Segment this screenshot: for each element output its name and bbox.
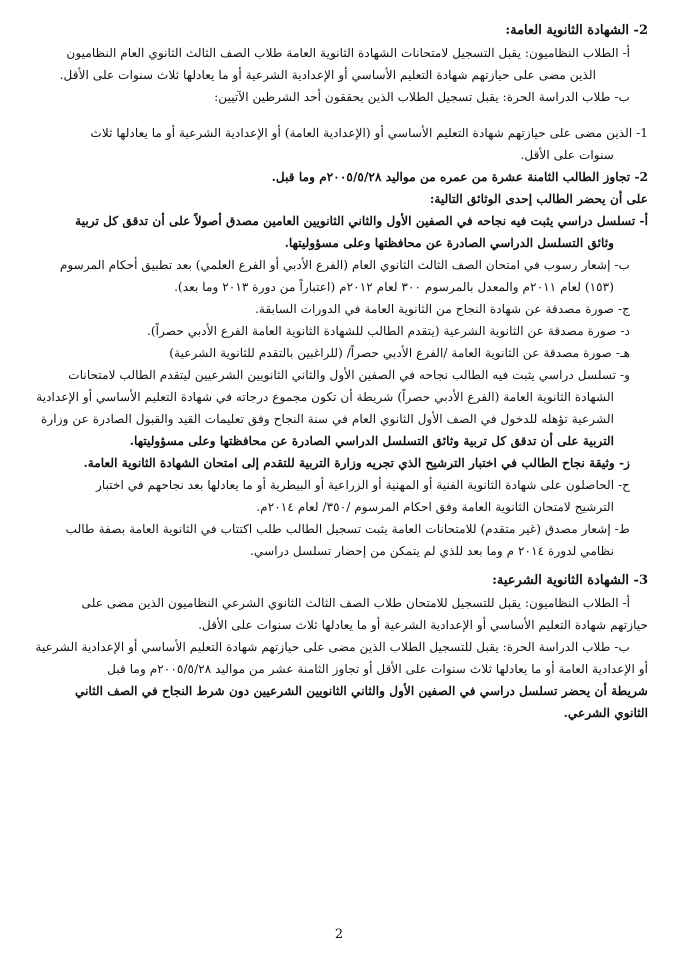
doc-h: هـ- صورة مصدقة عن الثانوية العامة /الفرع الأدبي حصراً/ (للراغبين بالتقدم للثانوية الشرعية)	[169, 346, 630, 360]
page-number: 2	[334, 927, 344, 942]
doc-h2-line-1: ح- الحاصلون على شهادة الثانوية الفنية أو المهنية أو الزراعية أو البيطرية أو ما يعادلها بعد نجاحهم في اختبار	[96, 478, 630, 492]
doc-t-line-2: نظامي لدورة ٢٠١٤ م وما بعد للذي لم يتمكن من إحضار تسلسل دراسي.	[250, 544, 614, 558]
doc-h2-line-2: الترشيح لامتحان الثانوية العامة وفق احكام المرسوم /٣٥٠/ لعام ٢٠١٤م.	[256, 500, 614, 514]
section-3-b-line-2: أو الإعدادية العامة أو ما يعادلها ثلاث سنوات على الأقل أو تجاوز الثامنة عشر من مواليد ٢٠٠٥/٥/٢٨م وما قبل	[107, 662, 648, 676]
section-3-b-line-3: شريطة أن يحضر تسلسل دراسي في الصفين الأول والثاني الثانويين الشرعيين دون شرط النجاح في الصف الثاني	[74, 684, 648, 698]
doc-z: ز- وثيقة نجاح الطالب في اختبار الترشيح الذي تجريه وزارة التربية للتقدم إلى امتحان الشهادة الثانوية العامة.	[83, 456, 630, 470]
condition-2: 2- تجاوز الطالب الثامنة عشرة من عمره من مواليد ٢٠٠٥/٥/٢٨م وما قبل.	[271, 170, 648, 184]
doc-c: ج- صورة مصدقة عن شهادة النجاح من الثانوية العامة في الدورات السابقة.	[255, 302, 630, 316]
doc-a-line-2: وثائق التسلسل الدراسي الصادرة عن محافظتها وعلى مسؤوليتها.	[284, 236, 614, 250]
doc-a-line-1: أ- تسلسل دراسي يثبت فيه نجاحه في الصفين الأول والثاني الثانويين العامين مصدق أصولاً على أن تدقق كل تربية	[75, 214, 648, 228]
section-2-heading: 2- الشهادة الثانوية العامة:	[505, 23, 648, 38]
section-3-a-line-2: حيازتهم شهادة التعليم الأساسي أو الإعدادية الشرعية أو ما يعادلها ثلاث سنوات على الأقل.	[198, 618, 648, 632]
doc-w-line-4: التربية على أن تدقق كل تربية وثائق التسلسل الدراسي الصادرة عن محافظتها وعلى مسؤوليتها.	[129, 434, 614, 448]
doc-w-line-1: و- تسلسل دراسي يثبت فيه الطالب نجاحه في الصفين الأول والثاني الثانويين الشرعيين ليتقدم الطالب لامتحانات	[68, 368, 630, 382]
condition-1-line-2: سنوات على الأقل.	[520, 148, 614, 162]
section-3-b-line-4: الثانوي الشرعي.	[563, 706, 648, 720]
documents-intro: على أن يحضر الطالب إحدى الوثائق التالية:	[429, 192, 648, 206]
section-3-heading: 3- الشهادة الثانوية الشرعية:	[492, 573, 648, 588]
section-3-b-line-1: ب- طلاب الدراسة الحرة: يقبل للتسجيل الطلاب الذين مضى على حيازتهم شهادة التعليم الأساسي أو الإعدادية الشرعية	[35, 640, 630, 654]
condition-1-line-1: 1- الذين مضى على حيازتهم شهادة التعليم الأساسي أو (الإعدادية العامة) أو الإعدادية الشرعية أو ما يعادلها ثلاث	[90, 126, 648, 140]
doc-b-line-1: ب- إشعار رسوب في امتحان الصف الثالث الثانوي العام (الفرع الأدبي أو الفرع العلمي) بعد تطبيق أحكام المرسوم	[59, 258, 630, 272]
section-2-a-line-2: الذين مضى على حيازتهم شهادة التعليم الأساسي أو الإعدادية الشرعية أو ما يعادلها ثلاث سنوات على الأقل.	[59, 68, 596, 82]
doc-b-line-2: (١٥٣) لعام ٢٠١١م والمعدل بالمرسوم ٣٠٠ لعام ٢٠١٢م (اعتباراً من دورة ٢٠١٣ وما بعد).	[174, 280, 614, 294]
doc-t-line-1: ط- إشعار مصدق (غير متقدم) للامتحانات العامة يثبت تسجيل الطالب طلب اكتتاب في الثانوية العامة بصفة طالب	[65, 522, 630, 536]
section-3-a-line-1: أ- الطلاب النظاميون: يقبل للتسجيل للامتحان طلاب الصف الثالث الثانوي الشرعي النظاميون الذين مضى على	[81, 596, 630, 610]
section-2-b-intro: ب- طلاب الدراسة الحرة: يقبل تسجيل الطلاب الذين يحققون أحد الشرطين الآتيين:	[214, 90, 630, 104]
doc-w-line-3: الشرعية تؤهله للدخول في الصف الأول الثانوي العام في سنة النجاح وفق تعليمات القيد والقبول الصادرة عن وزارة	[41, 412, 614, 426]
doc-w-line-2: الشهادة الثانوية العامة (الفرع الأدبي حصراً) شريطة أن تكون مجموع درجاته في شهادة التعليم الأساسي أو الإعدادية	[36, 390, 614, 404]
section-2-a-line-1: أ- الطلاب النظاميون: يقبل التسجيل لامتحانات الشهادة الثانوية العامة طلاب الصف الثالث الثانوي العام النظاميون	[66, 46, 630, 60]
doc-d: د- صورة مصدقة عن الثانوية الشرعية (يتقدم الطالب للشهادة الثانوية العامة الفرع الأدبي حصراً).	[147, 324, 630, 338]
